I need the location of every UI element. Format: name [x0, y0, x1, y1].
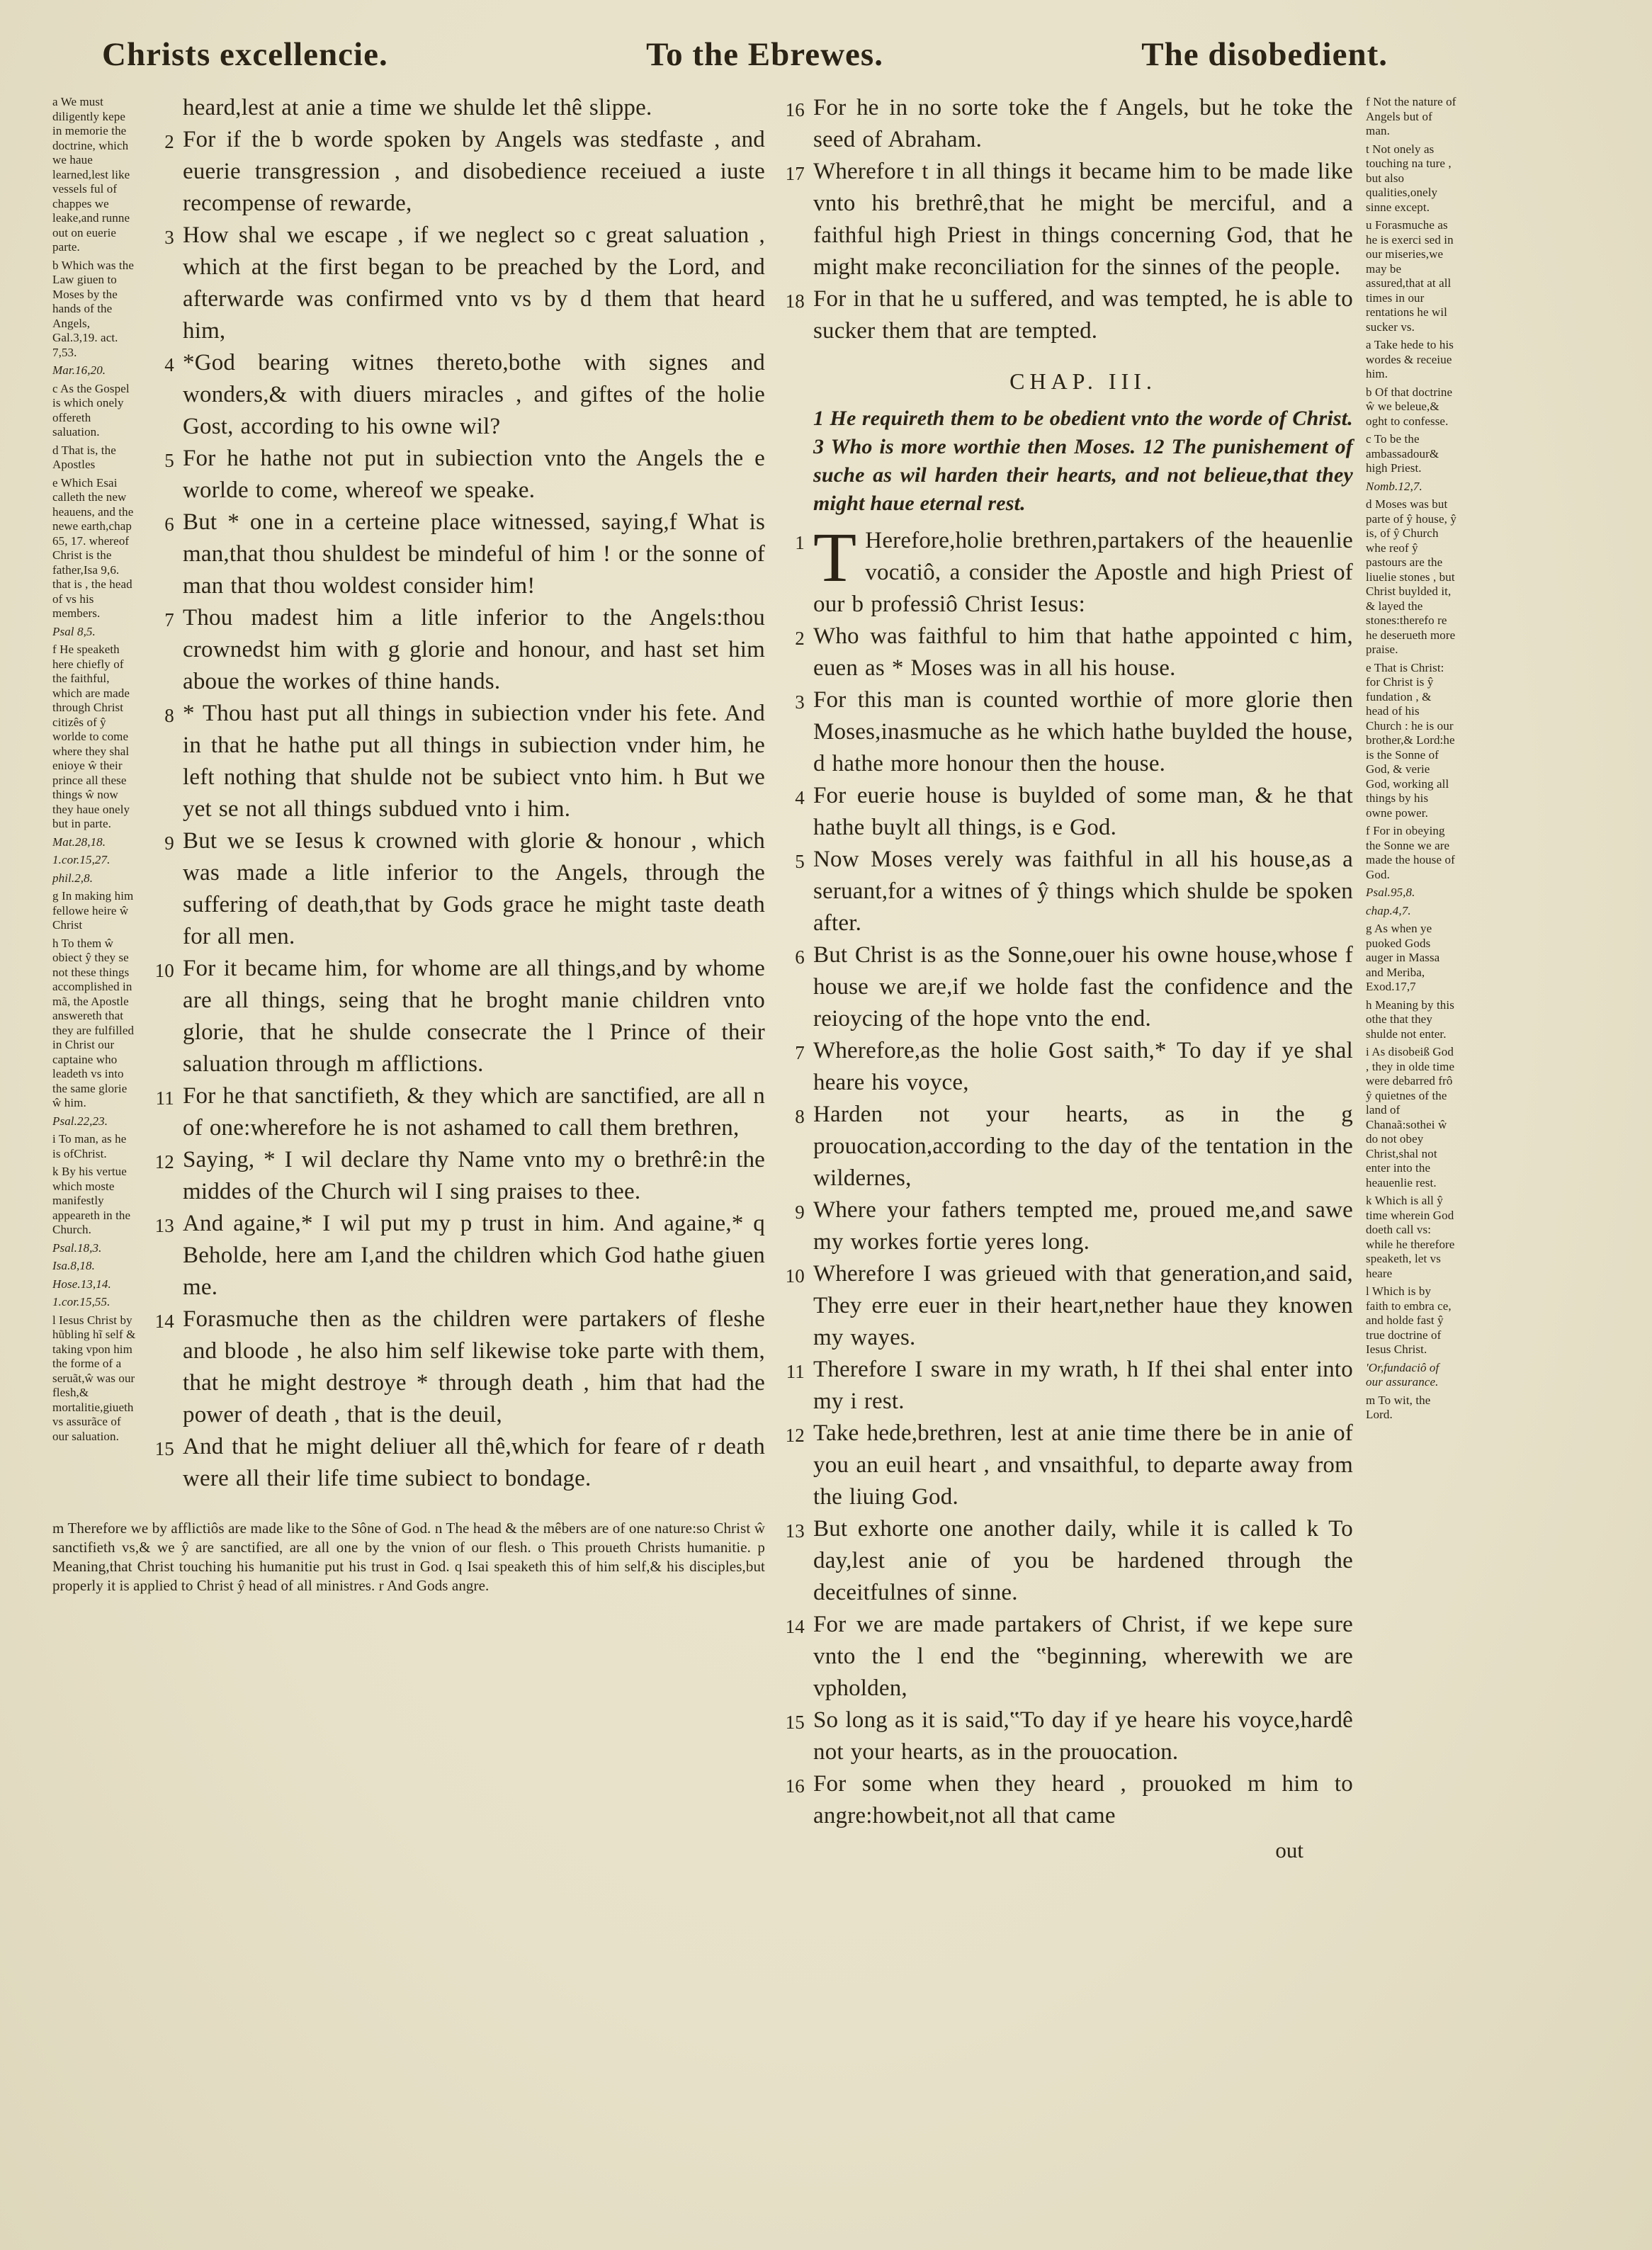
left-columns-row — [52, 92, 765, 1495]
verse — [778, 1099, 1353, 1194]
verse — [778, 1258, 1353, 1354]
verse-text: Wherefore,as the holie Gost saith,* To day if ye shal heare his voyce, — [813, 1038, 1353, 1095]
verse-text: And againe,* I wil put my p trust in him. And againe,* q Beholde, here am I,and the children which God hathe giuen me. — [183, 1211, 765, 1300]
verse-number: 6 — [795, 946, 805, 968]
verse-number: 10 — [785, 1265, 805, 1287]
verse-text: For euerie house is buylded of some man, & he that hathe buylt all things, is e God. — [813, 783, 1353, 840]
verse-number: 8 — [164, 705, 174, 726]
verse — [147, 443, 765, 507]
verse — [147, 1080, 765, 1144]
verse — [778, 1768, 1353, 1832]
verse — [778, 939, 1353, 1035]
verse — [778, 1035, 1353, 1099]
verse-text: Now Moses verely was faithful in all his house,as a seruant,for a witnes of ŷ things which shulde be spoken after. — [813, 847, 1353, 936]
margin-note: h Meaning by this othe that they shulde not enter. — [1366, 997, 1454, 1041]
margin-note: d Moses was but parte of ŷ house, ŷ is, of ŷ Church whe reof ŷ pastours are the liuelie stones , but Christ buylded it, & layed the stones:therefo re he deserueth more praise. — [1366, 497, 1456, 656]
verse-number: 15 — [785, 1712, 805, 1733]
verse — [147, 1208, 765, 1304]
verse — [147, 507, 765, 602]
verse-text: But * one in a certeine place witnessed, saying,f What is man,that thou shuldest be mindeful of him ! or the sonne of man that thou woldest consider him! — [183, 509, 765, 599]
margin-note: d That is, the Apostles — [52, 443, 116, 471]
verse-number: 9 — [795, 1202, 805, 1223]
verse — [778, 518, 1353, 621]
margin-note: Psal.95,8. — [1366, 886, 1415, 899]
margin-note: Nomb.12,7. — [1366, 479, 1422, 493]
verse-text: For if the b worde spoken by Angels was stedfaste , and euerie transgression , and disobedience receiued a iuste recompense of rewarde, — [183, 127, 765, 216]
verse — [778, 92, 1353, 156]
verse-text: Take hede,brethren, lest at anie time there be in anie of you an euil heart , and vnsaithful, to departe away from the liuing God. — [813, 1420, 1353, 1510]
margin-note: k Which is all ŷ time wherein God doeth call vs: while he therefore speaketh, let vs heare — [1366, 1194, 1455, 1280]
verse-number: 4 — [795, 787, 805, 808]
verse — [778, 1513, 1353, 1609]
verse-text: For in that he u suffered, and was tempted, he is able to sucker them that are tempted. — [813, 286, 1353, 344]
text-column-1 — [147, 92, 765, 1495]
margin-note: h To them ŵ obiect ŷ they se not these things accomplished in mã, the Apostle answereth that they are fulfilled in Christ our captaine who leadeth vs into the same glorie ŵ him. — [52, 936, 135, 1109]
verse-number: 10 — [154, 960, 174, 981]
margin-note: i To man, as he is ofChrist. — [52, 1132, 127, 1160]
verse-text: Harden not your hearts, as in the g prouocation,according to the day of the tentation in the wildernes, — [813, 1102, 1353, 1191]
verse-text: For he that sanctifieth, & they which are sanctified, are all n of one:wherefore he is not ashamed to call them brethren, — [183, 1083, 765, 1141]
verse — [778, 844, 1353, 939]
margin-note: i As disobeiß God , they in olde time were debarred frô ŷ quietnes of the land of Chanaã:sothei ŵ do not obey Christ,shal not enter into the heauenlie rest. — [1366, 1045, 1455, 1189]
verse — [147, 602, 765, 698]
verse-number: 5 — [164, 450, 174, 471]
chapter-heading: CHAP. III. — [1009, 368, 1157, 394]
margin-note: f Not the nature of Angels but of man. — [1366, 95, 1456, 137]
verse — [778, 1194, 1353, 1258]
verse-number: 11 — [155, 1087, 174, 1109]
verse-text: Saying, * I wil declare thy Name vnto my o brethrê:in the middes of the Church wil I sing praises to thee. — [183, 1147, 765, 1204]
running-head — [52, 35, 1437, 74]
margin-note: Isa.8,18. — [52, 1259, 95, 1272]
right-margin-notes — [1366, 92, 1456, 1426]
margin-note: phil.2,8. — [52, 871, 94, 885]
verse — [778, 1354, 1353, 1418]
verse-number: 13 — [785, 1520, 805, 1542]
margin-note: k By his vertue which moste manifestly appeareth in the Church. — [52, 1165, 131, 1236]
chapter-argument: 1 He requireth them to be obedient vnto the worde of Christ. 3 Who is more worthie then Moses. 12 The punishement of suche as wil harden their hearts, and not belieue,that they might haue eternal rest. — [813, 407, 1353, 515]
margin-note: c To be the ambassadour& high Priest. — [1366, 432, 1439, 475]
verse-text: But exhorte one another daily, while it is called k To day,lest anie of you be hardened through the deceitfulnes of sinne. — [813, 1516, 1353, 1605]
verse-text: Therefore I sware in my wrath, h If thei shal enter into my i rest. — [813, 1357, 1353, 1414]
verse-text: For he in no sorte toke the f Angels, but he toke the seed of Abraham. — [813, 95, 1353, 152]
catchword: out — [1275, 1838, 1303, 1862]
verse-number: 13 — [154, 1215, 174, 1236]
column-2-chapter-3-verses — [778, 518, 1353, 1832]
verse — [778, 1609, 1353, 1705]
verse-text: For we are made partakers of Christ, if we kepe sure vnto the l end the ‟beginning, wherewith we are vpholden, — [813, 1612, 1353, 1701]
verse-text: So long as it is said,‟To day if ye heare his voyce,hardê not your hearts, as in the prouocation. — [813, 1707, 1353, 1765]
margin-note: c As the Gospel is which onely offereth saluation. — [52, 381, 130, 439]
column-2-chapter-2-verses — [778, 92, 1353, 347]
foot-notes: m Therefore we by afflictiôs are made like to the Sône of God. n The head & the mêbers are of one nature:so Christ ŵ sanctifieth vs,& we ŷ are sanctified, are all one by the vnion of our flesh. o This proueth Christs humanitie. p Meaning,that Christ touching his humanitie put his trust in God. q Isai speaketh this of him self,& his disciples,but properly it is applied to Christ ŷ head of all ministres. r And Gods angre. — [52, 1520, 765, 1594]
margin-note: a Take hede to his wordes & receiue him. — [1366, 338, 1454, 380]
verse — [147, 220, 765, 347]
verse — [147, 124, 765, 220]
verse-number: 15 — [154, 1438, 174, 1459]
running-head-center: To the Ebrewes. — [646, 36, 883, 73]
verse-text: For he hathe not put in subiection vnto the Angels the e worlde to come, whereof we speake. — [183, 446, 765, 503]
margin-note: 1.cor.15,27. — [52, 853, 111, 866]
verse-text: For some when they heard , prouoked m him to angre:howbeit,not all that came — [813, 1771, 1353, 1828]
margin-note: a We must diligently kepe in memorie the doctrine, which we haue learned,lest like vessels ful of chappes we leake,and runne out on euerie parte. — [52, 95, 130, 254]
verse-number: 14 — [154, 1311, 174, 1332]
verse — [778, 684, 1353, 780]
margin-note: t Not onely as touching na ture , but also qualities,onely sinne except. — [1366, 142, 1452, 214]
margin-note: e That is Christ: for Christ is ŷ fundation , & head of his Church : he is our brother,& Lord:he is the Sonne of God, & verie God, working all things by his owne power. — [1366, 660, 1455, 820]
verse-number: 2 — [795, 628, 805, 649]
margin-note: Mar.16,20. — [52, 363, 106, 377]
margin-note: e Which Esai calleth the new heauens, and the newe earth,chap 65, 17. whereof Christ is the father,Isa 9,6. that is , the head of vs his members. — [52, 475, 134, 620]
verse — [147, 698, 765, 825]
verse-number: 16 — [785, 1775, 805, 1797]
verse-number: 3 — [795, 691, 805, 713]
verse — [778, 621, 1353, 684]
verse-text: Wherefore t in all things it became him to be made like vnto his brethrê,that he might be merciful, and a faithful high Priest in things concerning God, that he might make reconciliation for the sinnes of the people. — [813, 159, 1353, 280]
verse-text: *God bearing witnes thereto,bothe with signes and wonders,& with diuers miracles , and giftes of the holie Gost, according to his owne wil? — [183, 350, 765, 439]
verse-text: Who was faithful to him that hathe appointed c him, euen as * Moses was in all his house. — [813, 623, 1353, 681]
margin-note: Psal 8,5. — [52, 624, 96, 638]
verse-text: Wherefore I was grieued with that generation,and said, They erre euer in their heart,nether haue they knowen my wayes. — [813, 1261, 1353, 1350]
verse-number: 2 — [164, 131, 174, 152]
verse-number: 6 — [164, 514, 174, 535]
verse — [147, 347, 765, 443]
verse-text: For it became him, for whome are all things,and by whome are all things, seing that he broght manie children vnto glorie, that he shulde consecrate the l Prince of their saluation through m afflictions. — [183, 956, 765, 1077]
margin-note: u Forasmuche as he is exerci sed in our miseries,we may be assured,that at all times in our rentations he wil sucker vs. — [1366, 218, 1454, 334]
margin-note: Mat.28,18. — [52, 835, 106, 849]
verse-number: 8 — [795, 1106, 805, 1127]
margin-note: m To wit, the Lord. — [1366, 1393, 1431, 1421]
verse-text: For this man is counted worthie of more glorie then Moses,inasmuche as he which hathe buylded the house, d hathe more honour then the house. — [813, 687, 1353, 776]
margin-note: f For in obeying the Sonne we are made the house of God. — [1366, 824, 1455, 881]
verse-text: But Christ is as the Sonne,ouer his owne house,whose f house we are,if we holde fast the confidence and the reioycing of the hope vnto the end. — [813, 942, 1353, 1031]
verse-text: Where your fathers tempted me, proued me,and sawe my workes fortie yeres long. — [813, 1197, 1353, 1255]
left-margin-notes — [52, 92, 136, 1495]
verse-number: 1 — [795, 532, 805, 553]
margin-note: g In making him fellowe heire ŵ Christ — [52, 889, 134, 932]
verse-number: 3 — [164, 227, 174, 248]
verse — [147, 1304, 765, 1431]
text-column-2 — [778, 92, 1353, 1863]
margin-note: l Iesus Christ by hũbling hĩ self & taking vpon him the forme of a seruãt,ŵ was our flesh,& mortalitie,giueth vs assurãce of our saluation. — [52, 1313, 136, 1443]
verse-text: Herefore,holie brethren,partakers of the heauenlie vocatiô, a consider the Apostle and high Priest of our b professiô Christ Iesus: — [813, 528, 1353, 617]
verse-number: 5 — [795, 851, 805, 872]
margin-note: 1.cor.15,55. — [52, 1295, 111, 1308]
running-head-left: Christs excellencie. — [102, 36, 388, 73]
verse-text: * Thou hast put all things in subiection vnder his fete. And in that he hathe put all things in subiection vnder him, he left nothing that shulde not be subiect vnto him. h But we yet se not all things subdued vnto i him. — [183, 701, 765, 822]
drop-cap: T — [813, 518, 857, 597]
verse-number: 7 — [164, 609, 174, 631]
margin-note: Psal.22,23. — [52, 1114, 108, 1128]
verse-number: 16 — [785, 99, 805, 120]
margin-note: Psal.18,3. — [52, 1240, 102, 1255]
margin-note: b Of that doctrine ŵ we beleue,& oght to confesse. — [1366, 385, 1453, 428]
verse-number: 4 — [164, 354, 174, 375]
verse-number: 12 — [154, 1151, 174, 1172]
verse — [778, 1418, 1353, 1513]
verse-number: 14 — [785, 1616, 805, 1637]
margin-note: chap.4,7. — [1366, 903, 1411, 917]
verse — [778, 156, 1353, 283]
verse — [778, 283, 1353, 347]
verse-text: But we se Iesus k crowned with glorie & honour , which was made a litle inferior to the Angels, through the suffering of death,that by Gods grace he might taste death for all men. — [183, 828, 765, 949]
verse — [147, 953, 765, 1080]
margin-note: b Which was the Law giuen to Moses by the hands of the Angels, Gal.3,19. act. 7,53. — [52, 258, 134, 359]
verse-text: Thou madest him a litle inferior to the Angels:thou crownedst him with g glorie and honour, and hast set him aboue the workes of thine hands. — [183, 605, 765, 694]
verse-number: 11 — [786, 1361, 805, 1382]
verse-number: 9 — [164, 832, 174, 854]
verse — [147, 1431, 765, 1495]
verse-text: And that he might deliuer all thê,which for feare of r death were all their life time subiect to bondage. — [183, 1434, 765, 1491]
verse — [147, 1144, 765, 1208]
verse-number: 12 — [785, 1425, 805, 1446]
margin-note: l Which is by faith to embra ce, and holde fast ŷ true doctrine of Iesus Christ. — [1366, 1284, 1452, 1356]
verse — [778, 1705, 1353, 1768]
verse — [147, 92, 765, 124]
verse-number: 7 — [795, 1042, 805, 1063]
page-body — [52, 92, 1476, 1863]
verse-text: How shal we escape , if we neglect so c great saluation , which at the first began to be preached by the Lord, and afterwarde was confirmed vnto vs by d them that heard him, — [183, 222, 765, 344]
verse — [147, 825, 765, 953]
verse — [778, 780, 1353, 844]
verse-text: Forasmuche then as the children were partakers of fleshe and bloode , he also him self likewise toke parte with them, that he might destroye * through death , him that had the power of death , that is the deuil, — [183, 1306, 765, 1428]
margin-note: g As when ye puoked Gods auger in Massa and Meriba, Exod.17,7 — [1366, 922, 1440, 993]
verse-number: 18 — [785, 290, 805, 312]
margin-note: 'Or,fundaciô of our assurance. — [1366, 1360, 1439, 1389]
margin-note: f He speaketh here chiefly of the faithful, which are made through Christ citizês of ŷ worlde to come where they shal enioye ŵ their prince all these things ŵ now they haue onely but in parte. — [52, 643, 130, 830]
running-head-right: The disobedient. — [1141, 36, 1388, 73]
margin-note: Hose.13,14. — [52, 1277, 111, 1291]
verse-text: heard,lest at anie a time we shulde let thê slippe. — [183, 95, 652, 120]
verse-number: 17 — [785, 163, 805, 184]
left-page-half — [52, 92, 765, 1595]
